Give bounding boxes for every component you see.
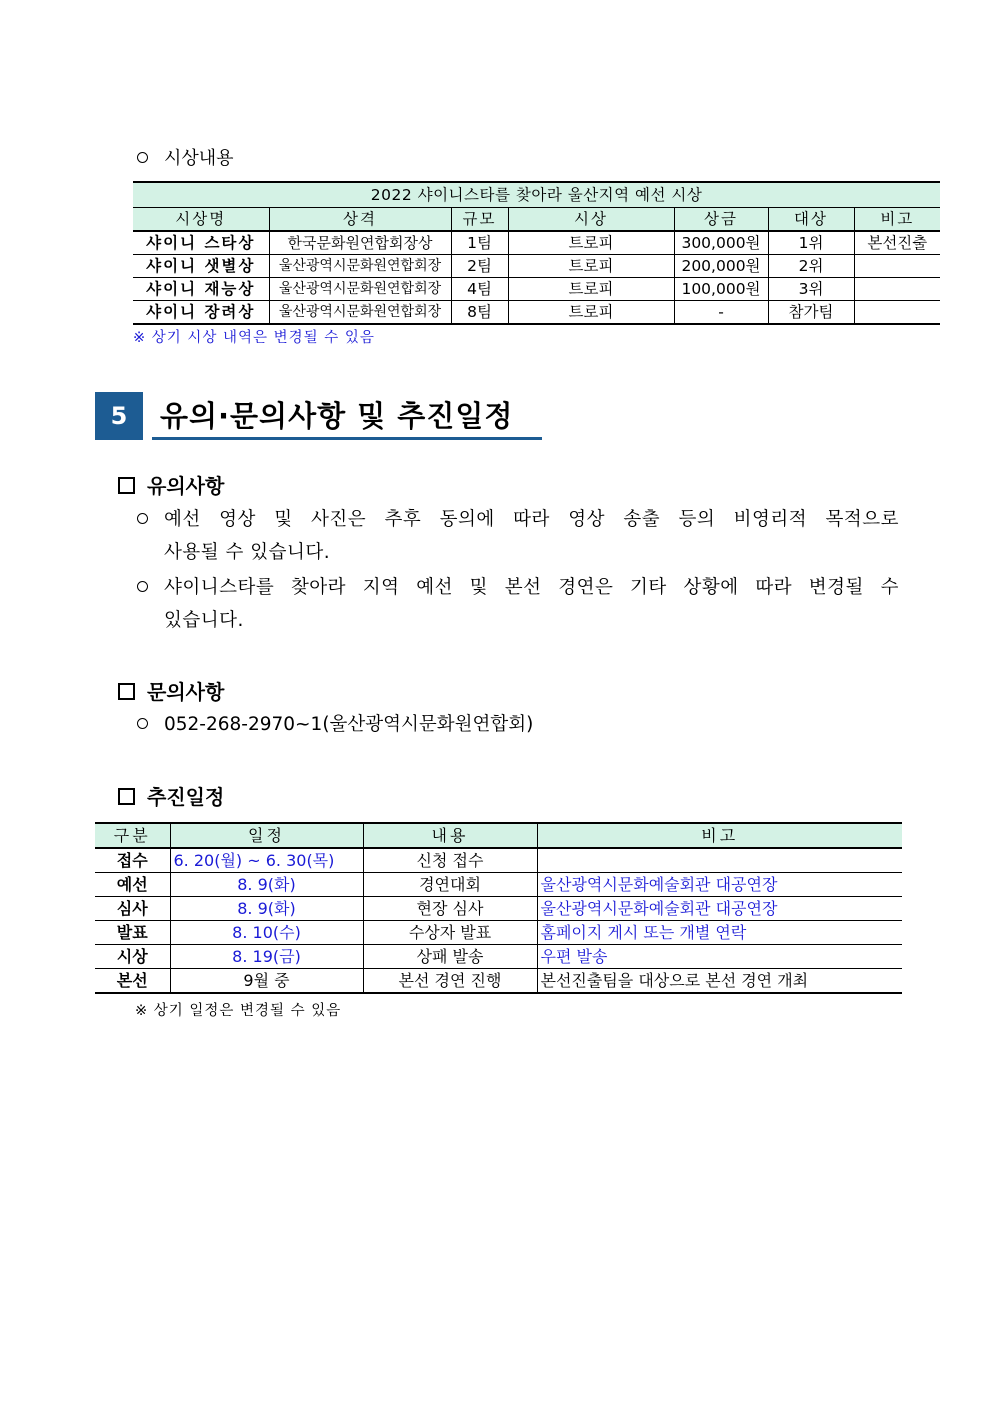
notice-item-line xyxy=(137,571,899,604)
award-scale: 8팀 xyxy=(451,301,508,325)
section-underline xyxy=(152,437,542,440)
schedule-content: 상패 발송 xyxy=(363,945,537,969)
award-remark: 본선진출 xyxy=(854,231,940,255)
schedule-date: 9월 중 xyxy=(170,969,363,994)
schedule-content: 신청 접수 xyxy=(363,848,537,873)
schedule-remark: 본선진출팀을 대상으로 본선 경연 개최 xyxy=(537,969,902,994)
table-row xyxy=(133,255,940,278)
notice-item-line xyxy=(137,503,899,536)
schedule-remark: 울산광역시문화예술회관 대공연장 xyxy=(537,897,902,921)
schedule-heading-text: 추진일정 xyxy=(147,785,225,809)
award-prize: - xyxy=(674,301,768,325)
award-target: 2위 xyxy=(768,255,854,278)
award-prize: 200,000원 xyxy=(674,255,768,278)
table-row xyxy=(133,231,940,255)
schedule-category: 시상 xyxy=(95,945,170,969)
schedule-category: 예선 xyxy=(95,873,170,897)
table-row xyxy=(95,921,902,945)
award-name: 샤이니 장려상 xyxy=(133,301,269,325)
award-scale: 4팀 xyxy=(451,278,508,301)
awards-header-cell: 상금 xyxy=(674,208,768,232)
award-grade: 울산광역시문화원연합회장 xyxy=(269,278,451,301)
award-scale: 2팀 xyxy=(451,255,508,278)
schedule-date: 6. 20(월) ~ 6. 30(목) xyxy=(170,848,363,873)
schedule-header-cell: 일정 xyxy=(170,823,363,848)
table-row xyxy=(95,969,902,994)
awards-table xyxy=(133,181,940,325)
table-row xyxy=(133,301,940,325)
section-number-badge: 5 xyxy=(95,392,143,440)
schedule-content: 현장 심사 xyxy=(363,897,537,921)
award-item: 트로피 xyxy=(508,231,674,255)
award-remark xyxy=(854,301,940,325)
schedule-header-cell: 구분 xyxy=(95,823,170,848)
schedule-date: 8. 9(화) xyxy=(170,897,363,921)
award-grade: 한국문화원연합회장상 xyxy=(269,231,451,255)
table-row xyxy=(133,278,940,301)
schedule-date: 8. 10(수) xyxy=(170,921,363,945)
award-remark xyxy=(854,255,940,278)
inquiry-contact-text: 052-268-2970~1(울산광역시문화원연합회) xyxy=(164,714,534,735)
awards-table-title: 2022 샤이니스타를 찾아라 울산지역 예선 시상 xyxy=(133,182,940,208)
award-target: 참가팀 xyxy=(768,301,854,325)
circle-bullet-icon xyxy=(137,581,148,592)
award-remark xyxy=(854,278,940,301)
notice-heading xyxy=(118,470,224,499)
inquiry-contact xyxy=(137,712,533,738)
notice-item-line: 있습니다. xyxy=(164,610,244,631)
checkbox-square-icon xyxy=(118,788,135,805)
awards-note: ※ 상기 시상 내역은 변경될 수 있음 xyxy=(133,330,375,346)
schedule-table xyxy=(95,822,902,994)
notice-item xyxy=(137,571,899,637)
award-name: 샤이니 재능상 xyxy=(133,278,269,301)
award-item: 트로피 xyxy=(508,278,674,301)
awards-header-cell: 시상 xyxy=(508,208,674,232)
schedule-date: 8. 19(금) xyxy=(170,945,363,969)
schedule-category: 심사 xyxy=(95,897,170,921)
award-name: 샤이니 샛별상 xyxy=(133,255,269,278)
notice-item-line: 사용될 수 있습니다. xyxy=(164,542,331,563)
circle-bullet-icon xyxy=(137,513,148,524)
table-row xyxy=(95,897,902,921)
checkbox-square-icon xyxy=(118,683,135,700)
award-grade: 울산광역시문화원연합회장 xyxy=(269,255,451,278)
award-prize: 300,000원 xyxy=(674,231,768,255)
awards-intro-text: 시상내용 xyxy=(164,148,234,169)
circle-bullet-icon xyxy=(137,152,148,163)
schedule-content: 본선 경연 진행 xyxy=(363,969,537,994)
section-title: 유의·문의사항 및 추진일정 xyxy=(160,399,514,433)
schedule-header-row xyxy=(95,823,902,848)
inquiry-heading xyxy=(118,676,224,705)
schedule-remark xyxy=(537,848,902,873)
award-name: 샤이니 스타상 xyxy=(133,231,269,255)
awards-header-cell: 대상 xyxy=(768,208,854,232)
schedule-category: 본선 xyxy=(95,969,170,994)
notice-text: 예선 영상 및 사진은 추후 동의에 따라 영상 송출 등의 비영리적 목적으로 xyxy=(164,509,899,530)
schedule-heading xyxy=(118,781,224,810)
schedule-category: 발표 xyxy=(95,921,170,945)
schedule-remark: 홈페이지 게시 또는 개별 연락 xyxy=(537,921,902,945)
awards-intro xyxy=(137,146,234,172)
table-row xyxy=(95,848,902,873)
schedule-header-cell: 비고 xyxy=(537,823,902,848)
schedule-category: 접수 xyxy=(95,848,170,873)
award-target: 1위 xyxy=(768,231,854,255)
awards-table-header-row xyxy=(133,208,940,232)
notice-item xyxy=(137,503,899,569)
notice-heading-text: 유의사항 xyxy=(147,474,225,498)
awards-header-cell: 비고 xyxy=(854,208,940,232)
schedule-header-cell: 내용 xyxy=(363,823,537,848)
schedule-content: 수상자 발표 xyxy=(363,921,537,945)
award-scale: 1팀 xyxy=(451,231,508,255)
table-row xyxy=(95,873,902,897)
checkbox-square-icon xyxy=(118,477,135,494)
award-grade: 울산광역시문화원연합회장 xyxy=(269,301,451,325)
schedule-content: 경연대회 xyxy=(363,873,537,897)
award-prize: 100,000원 xyxy=(674,278,768,301)
inquiry-heading-text: 문의사항 xyxy=(147,680,225,704)
table-row xyxy=(95,945,902,969)
awards-header-cell: 상격 xyxy=(269,208,451,232)
awards-table-title-row xyxy=(133,182,940,208)
awards-header-cell: 시상명 xyxy=(133,208,269,232)
award-item: 트로피 xyxy=(508,301,674,325)
schedule-remark: 우편 발송 xyxy=(537,945,902,969)
schedule-remark: 울산광역시문화예술회관 대공연장 xyxy=(537,873,902,897)
award-target: 3위 xyxy=(768,278,854,301)
award-item: 트로피 xyxy=(508,255,674,278)
schedule-date: 8. 9(화) xyxy=(170,873,363,897)
awards-header-cell: 규모 xyxy=(451,208,508,232)
circle-bullet-icon xyxy=(137,718,148,729)
schedule-note: ※ 상기 일정은 변경될 수 있음 xyxy=(135,1003,342,1019)
notice-text: 샤이니스타를 찾아라 지역 예선 및 본선 경연은 기타 상황에 따라 변경될 수 xyxy=(164,577,899,598)
